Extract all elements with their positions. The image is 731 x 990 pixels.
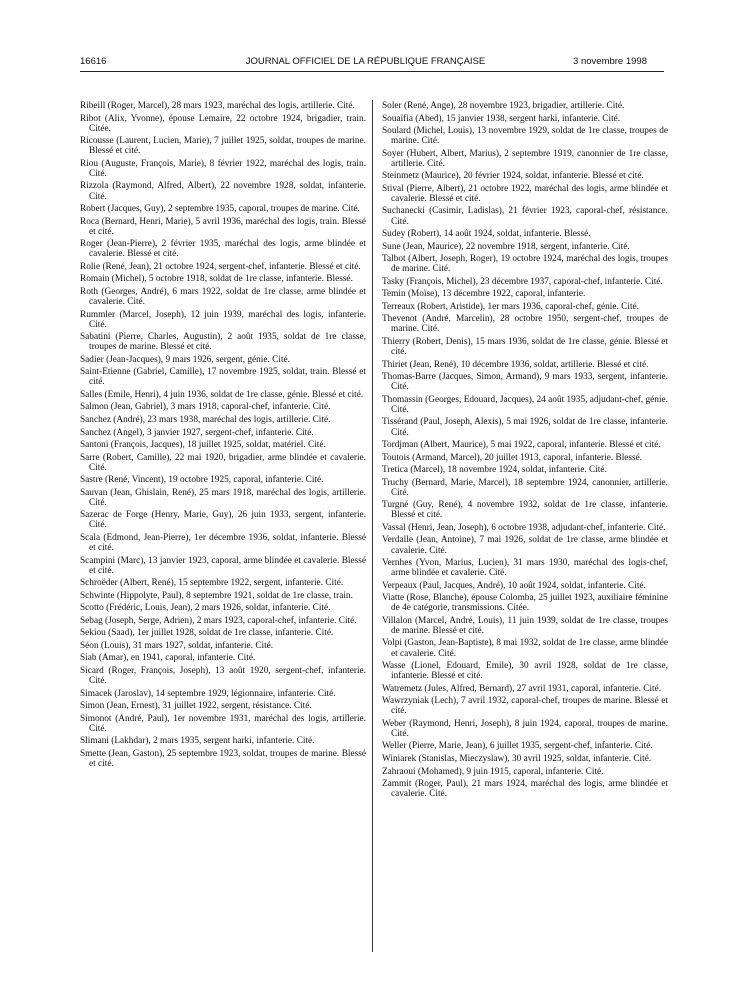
citation-entry: Smette (Jean, Gaston), 25 septembre 1923, soldat, troupes de marine. Blessé et cité.	[80, 748, 366, 769]
citation-entry: Romain (Michel), 5 octobre 1918, soldat de 1re classe, infanterie. Blessé.	[80, 274, 353, 285]
citation-entry: Verdalle (Jean, Antoine), 7 mai 1926, soldat de 1re classe, arme blindée et cavalerie. Cité.	[382, 535, 668, 556]
citation-entry: Soulard (Michel, Louis), 13 novembre 1929, soldat de 1re classe, troupes de marine. Cité.	[382, 126, 668, 147]
citation-entry: Weller (Pierre, Marie, Jean), 6 juillet 1935, sergent-chef, infanterie. Cité.	[382, 741, 653, 752]
citation-entry: Siab (Amar), en 1941, caporal, infanterie. Cité.	[80, 653, 256, 664]
citation-entry: Volpi (Gaston, Jean-Baptiste), 8 mai 1932, soldat de 1re classe, arme blindée et cavalerie. Cité.	[382, 638, 668, 659]
right-column	[382, 101, 668, 802]
citation-entry: Rummler (Marcel, Joseph), 12 juin 1939, maréchal des logis, infanterie. Cité.	[80, 309, 366, 330]
citation-entry: Schroëder (Albert, René), 15 septembre 1922, sergent, infanterie. Cité.	[80, 578, 344, 589]
citation-entry: Villalon (Marcel, André, Louis), 11 juin 1939, soldat de 1re classe, troupes de marine. Blessé et cité.	[382, 615, 668, 636]
citation-entry: Thiriet (Jean, René), 10 décembre 1936, soldat, artillerie. Blessé et cité.	[382, 359, 649, 370]
citation-entry: Salmon (Jean, Gabriel), 3 mars 1918, caporal-chef, infanterie. Cité.	[80, 402, 331, 413]
issue-date: 3 novembre 1998	[573, 56, 647, 67]
citation-entry: Scampini (Marc), 13 janvier 1923, caporal, arme blindée et cavalerie. Blessé et cité.	[80, 555, 366, 576]
citation-entry: Vassal (Henri, Jean, Joseph), 6 octobre 1938, adjudant-chef, infanterie. Cité.	[382, 522, 666, 533]
citation-entry: Zammit (Roger, Paul), 21 mars 1924, maréchal des logis, arme blindée et cavalerie. Cité.	[382, 779, 668, 800]
citation-entry: Watremetz (Jules, Alfred, Bernard), 27 avril 1931, caporal, infanterie. Cité.	[382, 683, 662, 694]
citation-entry: Thevenot (André, Marcelin), 28 octobre 1950, sergent-chef, troupes de marine. Cité.	[382, 314, 668, 335]
citation-entry: Verpeaux (Paul, Jacques, André), 10 août 1924, soldat, infanterie. Cité.	[382, 580, 646, 591]
citation-entry: Sazerac de Forge (Henry, Marie, Guy), 26 juin 1933, sergent, infanterie. Cité.	[80, 510, 366, 531]
citation-entry: Sune (Jean, Maurice), 22 novembre 1918, sergent, infanterie. Cité.	[382, 241, 630, 252]
citation-entry: Sanchez (André), 23 mars 1938, maréchal des logis, artillerie. Cité.	[80, 414, 331, 425]
citation-entry: Sebag (Joseph, Serge, Adrien), 2 mars 1923, caporal-chef, infanterie. Cité.	[80, 615, 357, 626]
citation-entry: Saint-Etienne (Gabriel, Camille), 17 novembre 1925, soldat, train. Blessé et cité.	[80, 367, 366, 388]
column-divider	[372, 100, 373, 952]
citation-entry: Salles (Emile, Henri), 4 juin 1936, soldat de 1re classe, génie. Blessé et cité.	[80, 389, 364, 400]
citation-entry: Sekiou (Saad), 1er juillet 1928, soldat de 1re classe, infanterie. Cité.	[80, 628, 334, 639]
citation-entry: Sauvan (Jean, Ghislain, René), 25 mars 1918, maréchal des logis, artillerie. Cité.	[80, 487, 366, 508]
citation-entry: Wawrzyniak (Lech), 7 avril 1932, caporal-chef, troupes de marine. Blessé et cité.	[382, 696, 668, 717]
citation-entry: Ribot (Alix, Yvonne), épouse Lemaire, 22 octobre 1924, brigadier, train. Citée.	[80, 113, 366, 134]
citation-entry: Schwinte (Hippolyte, Paul), 8 septembre 1921, soldat de 1re classe, train.	[80, 590, 353, 601]
citation-entry: Turgné (Guy, René), 4 novembre 1932, soldat de 1re classe, infanterie. Blessé et cité.	[382, 500, 668, 521]
citation-entry: Stival (Pierre, Albert), 21 octobre 1922, maréchal des logis, arme blindée et cavalerie. Blessé et cité.	[382, 183, 668, 204]
citation-entry: Scotto (Frédéric, Louis, Jean), 2 mars 1926, soldat, infanterie. Cité.	[80, 603, 331, 614]
citation-entry: Sarre (Robert, Camille), 22 mai 1920, brigadier, arme blindée et cavalerie. Cité.	[80, 452, 366, 473]
citation-entry: Tissérand (Paul, Joseph, Alexis), 5 mai 1926, soldat de 1re classe, infanterie. Cité.	[382, 417, 668, 438]
citation-entry: Souaïfia (Abed), 15 janvier 1938, sergent harki, infanterie. Cité.	[382, 113, 621, 124]
citation-entry: Slimani (Lakhdar), 2 mars 1935, sergent harki, infanterie. Cité.	[80, 736, 315, 747]
citation-entry: Soler (René, Ange), 28 novembre 1923, brigadier, artillerie. Cité.	[382, 101, 625, 111]
citation-entry: Sudey (Robert), 14 août 1924, soldat, infanterie. Blessé.	[382, 229, 591, 240]
citation-entry: Santoni (François, Jacques), 18 juillet 1925, soldat, matériel. Cité.	[80, 440, 326, 451]
citation-entry: Robert (Jacques, Guy), 2 septembre 1935, caporal, troupes de marine. Cité.	[80, 204, 360, 215]
citation-entry: Roger (Jean-Pierre), 2 février 1935, maréchal des logis, arme blindée et cavalerie. Blessé et cité.	[80, 239, 366, 260]
header-rule	[80, 71, 664, 72]
citation-entry: Wasse (Lionel, Edouard, Emile), 30 avril 1928, soldat de 1re classe, infanterie. Blessé et cité.	[382, 661, 668, 682]
citation-entry: Simon (Jean, Ernest), 31 juillet 1922, sergent, résistance. Cité.	[80, 701, 312, 712]
citation-entry: Rizzola (Raymond, Alfred, Albert), 22 novembre 1928, soldat, infanterie. Cité.	[80, 181, 366, 202]
citation-entry: Séon (Louis), 31 mars 1927, soldat, infanterie. Cité.	[80, 640, 274, 651]
citation-entry: Toutois (Armand, Marcel), 20 juillet 1913, caporal, infanterie. Blessé.	[382, 452, 643, 463]
journal-title: JOURNAL OFFICIEL DE LA RÉPUBLIQUE FRANÇAISE	[245, 56, 486, 67]
citation-entry: Sicard (Roger, François, Joseph), 13 août 1920, sergent-chef, infanterie. Cité.	[80, 665, 366, 687]
citation-entry: Simonot (André, Paul), 1er novembre 1931, maréchal des logis, artillerie. Cité.	[80, 713, 366, 734]
citation-entry: Ribeill (Roger, Marcel), 28 mars 1923, maréchal des logis, artillerie. Cité.	[80, 101, 355, 111]
citation-entry: Winiarek (Stanislas, Mieczyslaw), 30 avril 1925, soldat, infanterie. Cité.	[382, 754, 652, 764]
page-number: 16616	[80, 56, 107, 67]
citation-entry: Simacek (Jaroslav), 14 septembre 1929, légionnaire, infanterie. Cité.	[80, 688, 336, 699]
citation-entry: Tordjman (Albert, Maurice), 5 mai 1922, caporal, infanterie. Blessé et cité.	[382, 440, 661, 451]
citation-entry: Roca (Bernard, Henri, Marie), 5 avril 1936, maréchal des logis, train. Blessé et cité.	[80, 216, 366, 237]
citation-entry: Viatte (Rose, Blanche), épouse Colomba, 25 juillet 1923, auxiliaire féminine de 4e catégorie, transmissions. Citée.	[382, 593, 668, 614]
citation-entry: Thierry (Robert, Denis), 15 mars 1936, soldat de 1re classe, génie. Blessé et cité.	[382, 337, 668, 358]
page-header	[0, 56, 731, 72]
citation-entry: Terreaux (Robert, Aristide), 1er mars 1936, caporal-chef, génie. Cité.	[382, 301, 639, 312]
citation-entry: Weber (Raymond, Henri, Joseph), 8 juin 1924, caporal, troupes de marine. Cité.	[382, 718, 668, 739]
citation-entry: Tretica (Marcel), 18 novembre 1924, soldat, infanterie. Cité.	[382, 465, 607, 476]
citation-entry: Suchanecki (Casimir, Ladislas), 21 février 1923, caporal-chef, résistance. Cité.	[382, 206, 668, 227]
citation-entry: Thomas-Barre (Jacques, Simon, Armand), 9 mars 1933, sergent, infanterie. Cité.	[382, 372, 668, 393]
citation-entry: Ricousse (Laurent, Lucien, Marie), 7 juillet 1925, soldat, troupes de marine. Blessé et cité.	[80, 136, 366, 157]
citation-entry: Steinmetz (Maurice), 20 février 1924, soldat, infanterie. Blessé et cité.	[382, 171, 644, 182]
citation-entry: Roth (Georges, André), 6 mars 1922, soldat de 1re classe, arme blindée et cavalerie. Cité.	[80, 286, 366, 307]
citation-entry: Sastre (René, Vincent), 19 octobre 1925, caporal, infanterie. Cité.	[80, 475, 324, 486]
citation-entry: Riou (Auguste, François, Marie), 8 février 1922, maréchal des logis, train. Cité.	[80, 158, 366, 179]
citation-entry: Soyer (Hubert, Albert, Marius), 2 septembre 1919, canonnier de 1re classe, artillerie. Cité.	[382, 148, 668, 169]
citation-entry: Zahraoui (Mohamed), 9 juin 1915, caporal, infanterie. Cité.	[382, 766, 604, 777]
citation-entry: Temin (Moïse), 13 décembre 1922, caporal, infanterie.	[382, 289, 586, 300]
left-column	[80, 101, 366, 771]
citation-entry: Rolie (René, Jean), 21 octobre 1924, sergent-chef, infanterie. Blessé et cité.	[80, 261, 361, 272]
citation-entry: Thomassin (Georges, Edouard, Jacques), 24 août 1935, adjudant-chef, génie. Cité.	[382, 394, 668, 415]
citation-entry: Scala (Edmond, Jean-Pierre), 1er décembre 1936, soldat, infanterie. Blessé et cité.	[80, 532, 366, 554]
citation-entry: Sanchez (Angel), 3 janvier 1927, sergent-chef, infanterie. Cité.	[80, 427, 314, 438]
citation-entry: Sadier (Jean-Jacques), 9 mars 1926, sergent, génie. Cité.	[80, 354, 290, 365]
citation-entry: Truchy (Bernard, Marie, Marcel), 18 septembre 1924, canonnier, artillerie. Cité.	[382, 477, 668, 498]
citation-entry: Sabatini (Pierre, Charles, Augustin), 2 août 1935, soldat de 1re classe, troupes de marine. Blessé et cité.	[80, 332, 366, 353]
citation-entry: Talbot (Albert, Joseph, Roger), 19 octobre 1924, maréchal des logis, troupes de marine. Cité.	[382, 254, 668, 275]
citation-entry: Vernhes (Yvon, Marius, Lucien), 31 mars 1930, maréchal des logis-chef, arme blindée et cavalerie. Cité.	[382, 558, 668, 579]
citation-entry: Tasky (François, Michel), 23 décembre 1937, caporal-chef, infanterie. Cité.	[382, 276, 663, 287]
